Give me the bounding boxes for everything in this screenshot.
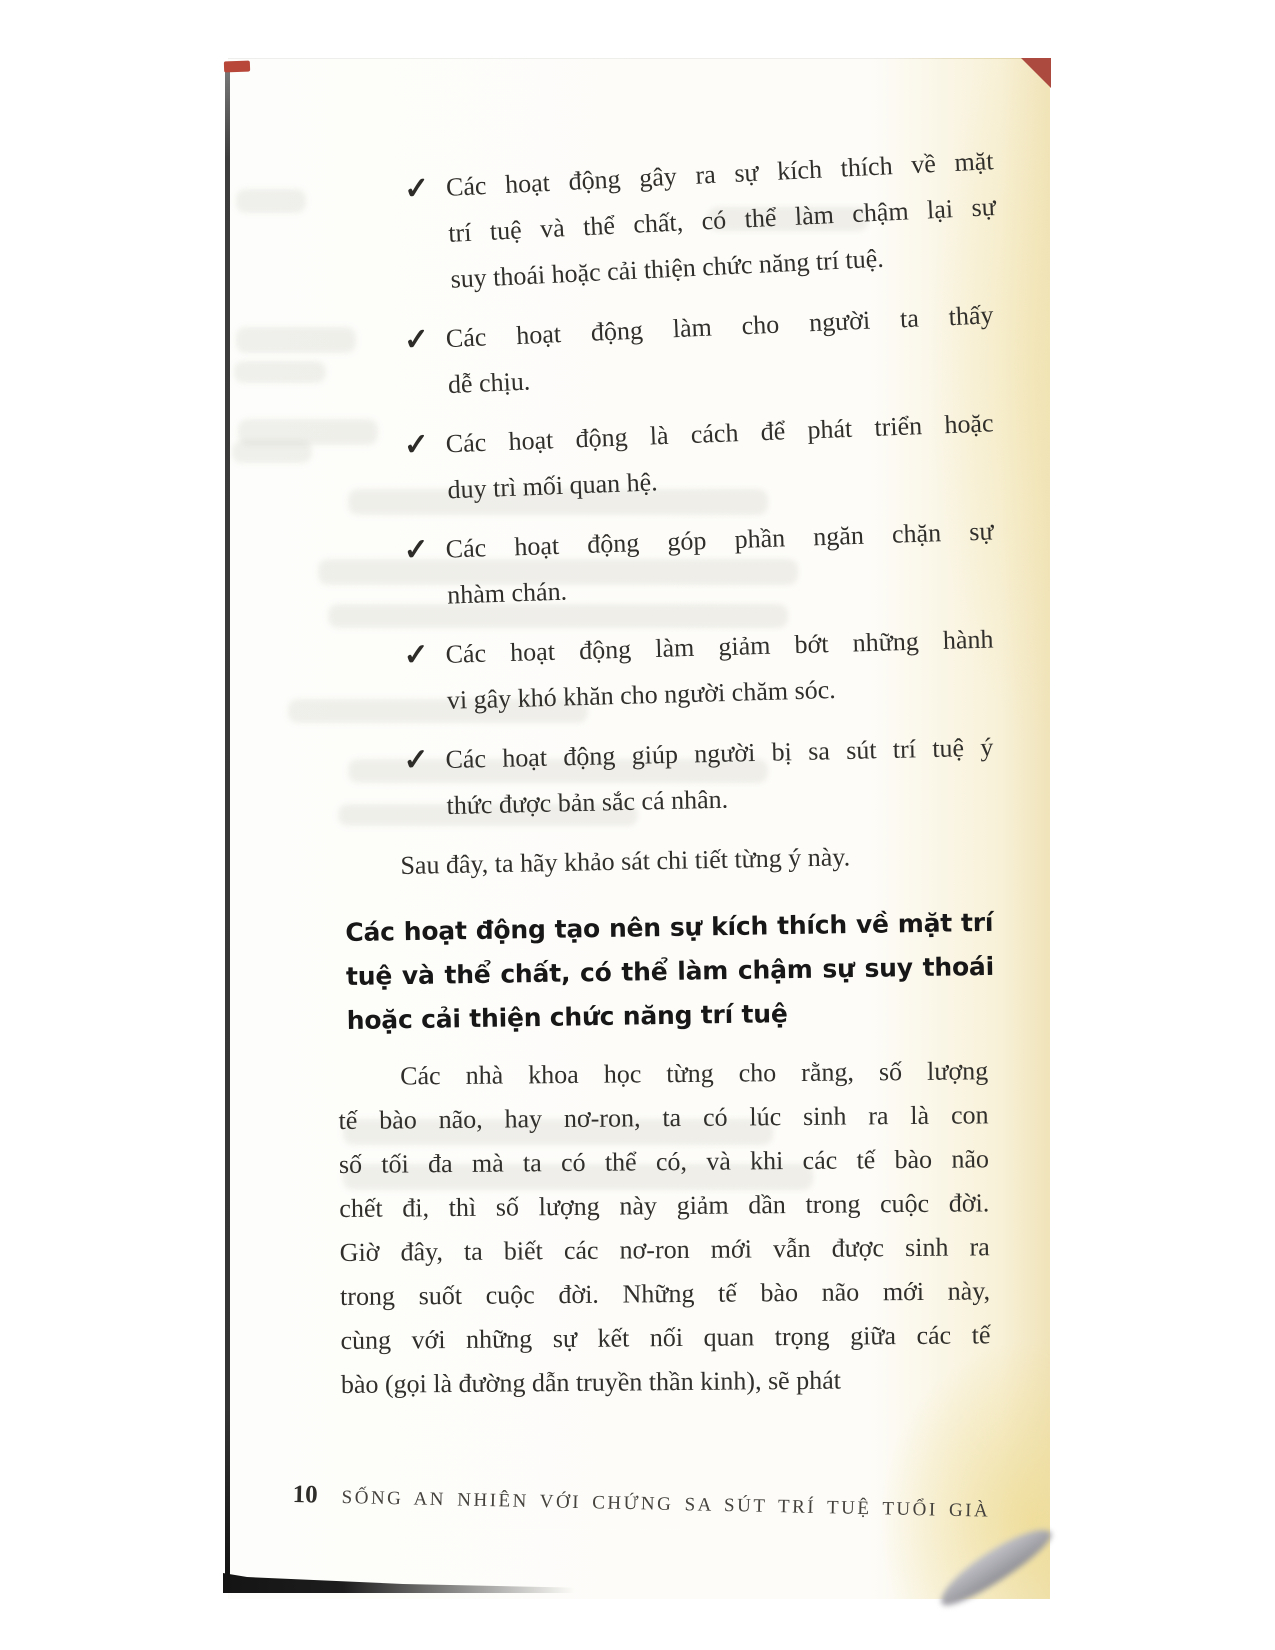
checklist-item-text: Các hoạt động làm giảm bớt những hành vi gây khó khăn cho người chăm sóc. (445, 624, 994, 715)
page-footer (292, 1481, 990, 1524)
lead-in-sentence: Sau đây, ta hãy khảo sát chi tiết từng ý này. (400, 842, 851, 880)
checklist-item-text: Các hoạt động gây ra sự kích thích về mặt trí tuệ và thể chất, có thể làm chậm lại sự suy thoái hoặc cải thiện chức năng trí tuệ. (445, 146, 997, 294)
checkmark-icon: ✓ (403, 533, 430, 567)
book-page-scan (228, 58, 1050, 1599)
checklist-item-text: Các hoạt động góp phần ngăn chặn sự nhàm chán. (445, 516, 994, 610)
checklist-item-text: Các hoạt động giúp người bị sa sút trí tuệ ý thức được bản sắc cá nhân. (445, 732, 994, 821)
checklist-item (403, 723, 1052, 830)
body-paragraph: Các nhà khoa học từng cho rằng, số lượng tế bào não, hay nơ-ron, ta có lúc sinh ra là con số tối đa mà ta có thể có, và khi các tế bào não chết đi, thì số lượng này giảm dần trong cuộc đời. Giờ đây, ta biết các nơ-ron mới vẫn được sinh ra trong suốt cuộc đời. Những tế bào não mới này, cùng với những sự kết nối quan trọng giữa các tế bào (gọi là đường dẫn truyền thần kinh), sẽ phát (338, 1056, 991, 1399)
checklist-item (403, 615, 1052, 725)
checklist-item (403, 507, 1053, 620)
checkmark-icon: ✓ (403, 171, 431, 206)
checklist (228, 146, 1050, 830)
checklist-item (403, 135, 1056, 304)
running-footer-title: SỐNG AN NHIÊN VỚI CHỨNG SA SÚT TRÍ TUỆ TUỔI GIÀ (341, 1487, 991, 1522)
checkmark-icon: ✓ (403, 322, 430, 357)
checklist-item (403, 290, 1053, 410)
checklist-item (403, 398, 1053, 515)
checkmark-icon: ✓ (403, 638, 430, 672)
section-heading: Các hoạt động tạo nên sự kích thích về mặt trí tuệ và thể chất, có thể làm chậm sự suy thoái hoặc cải thiện chức năng trí tuệ (345, 907, 995, 1035)
page-number: 10 (292, 1481, 318, 1509)
checkmark-icon: ✓ (403, 428, 430, 462)
red-edge-mark-top-left (224, 61, 250, 73)
page-content (228, 146, 1050, 1407)
checklist-item-text: Các hoạt động làm cho người ta thấy dễ chịu. (445, 300, 995, 400)
red-corner-mark-top-right (1021, 58, 1051, 88)
bottom-left-shadow (223, 1573, 623, 1593)
checklist-item-text: Các hoạt động là cách để phát triển hoặc duy trì mối quan hệ. (445, 408, 994, 505)
checkmark-icon: ✓ (403, 743, 430, 777)
bottom-right-curl-shadow (932, 1518, 1057, 1614)
